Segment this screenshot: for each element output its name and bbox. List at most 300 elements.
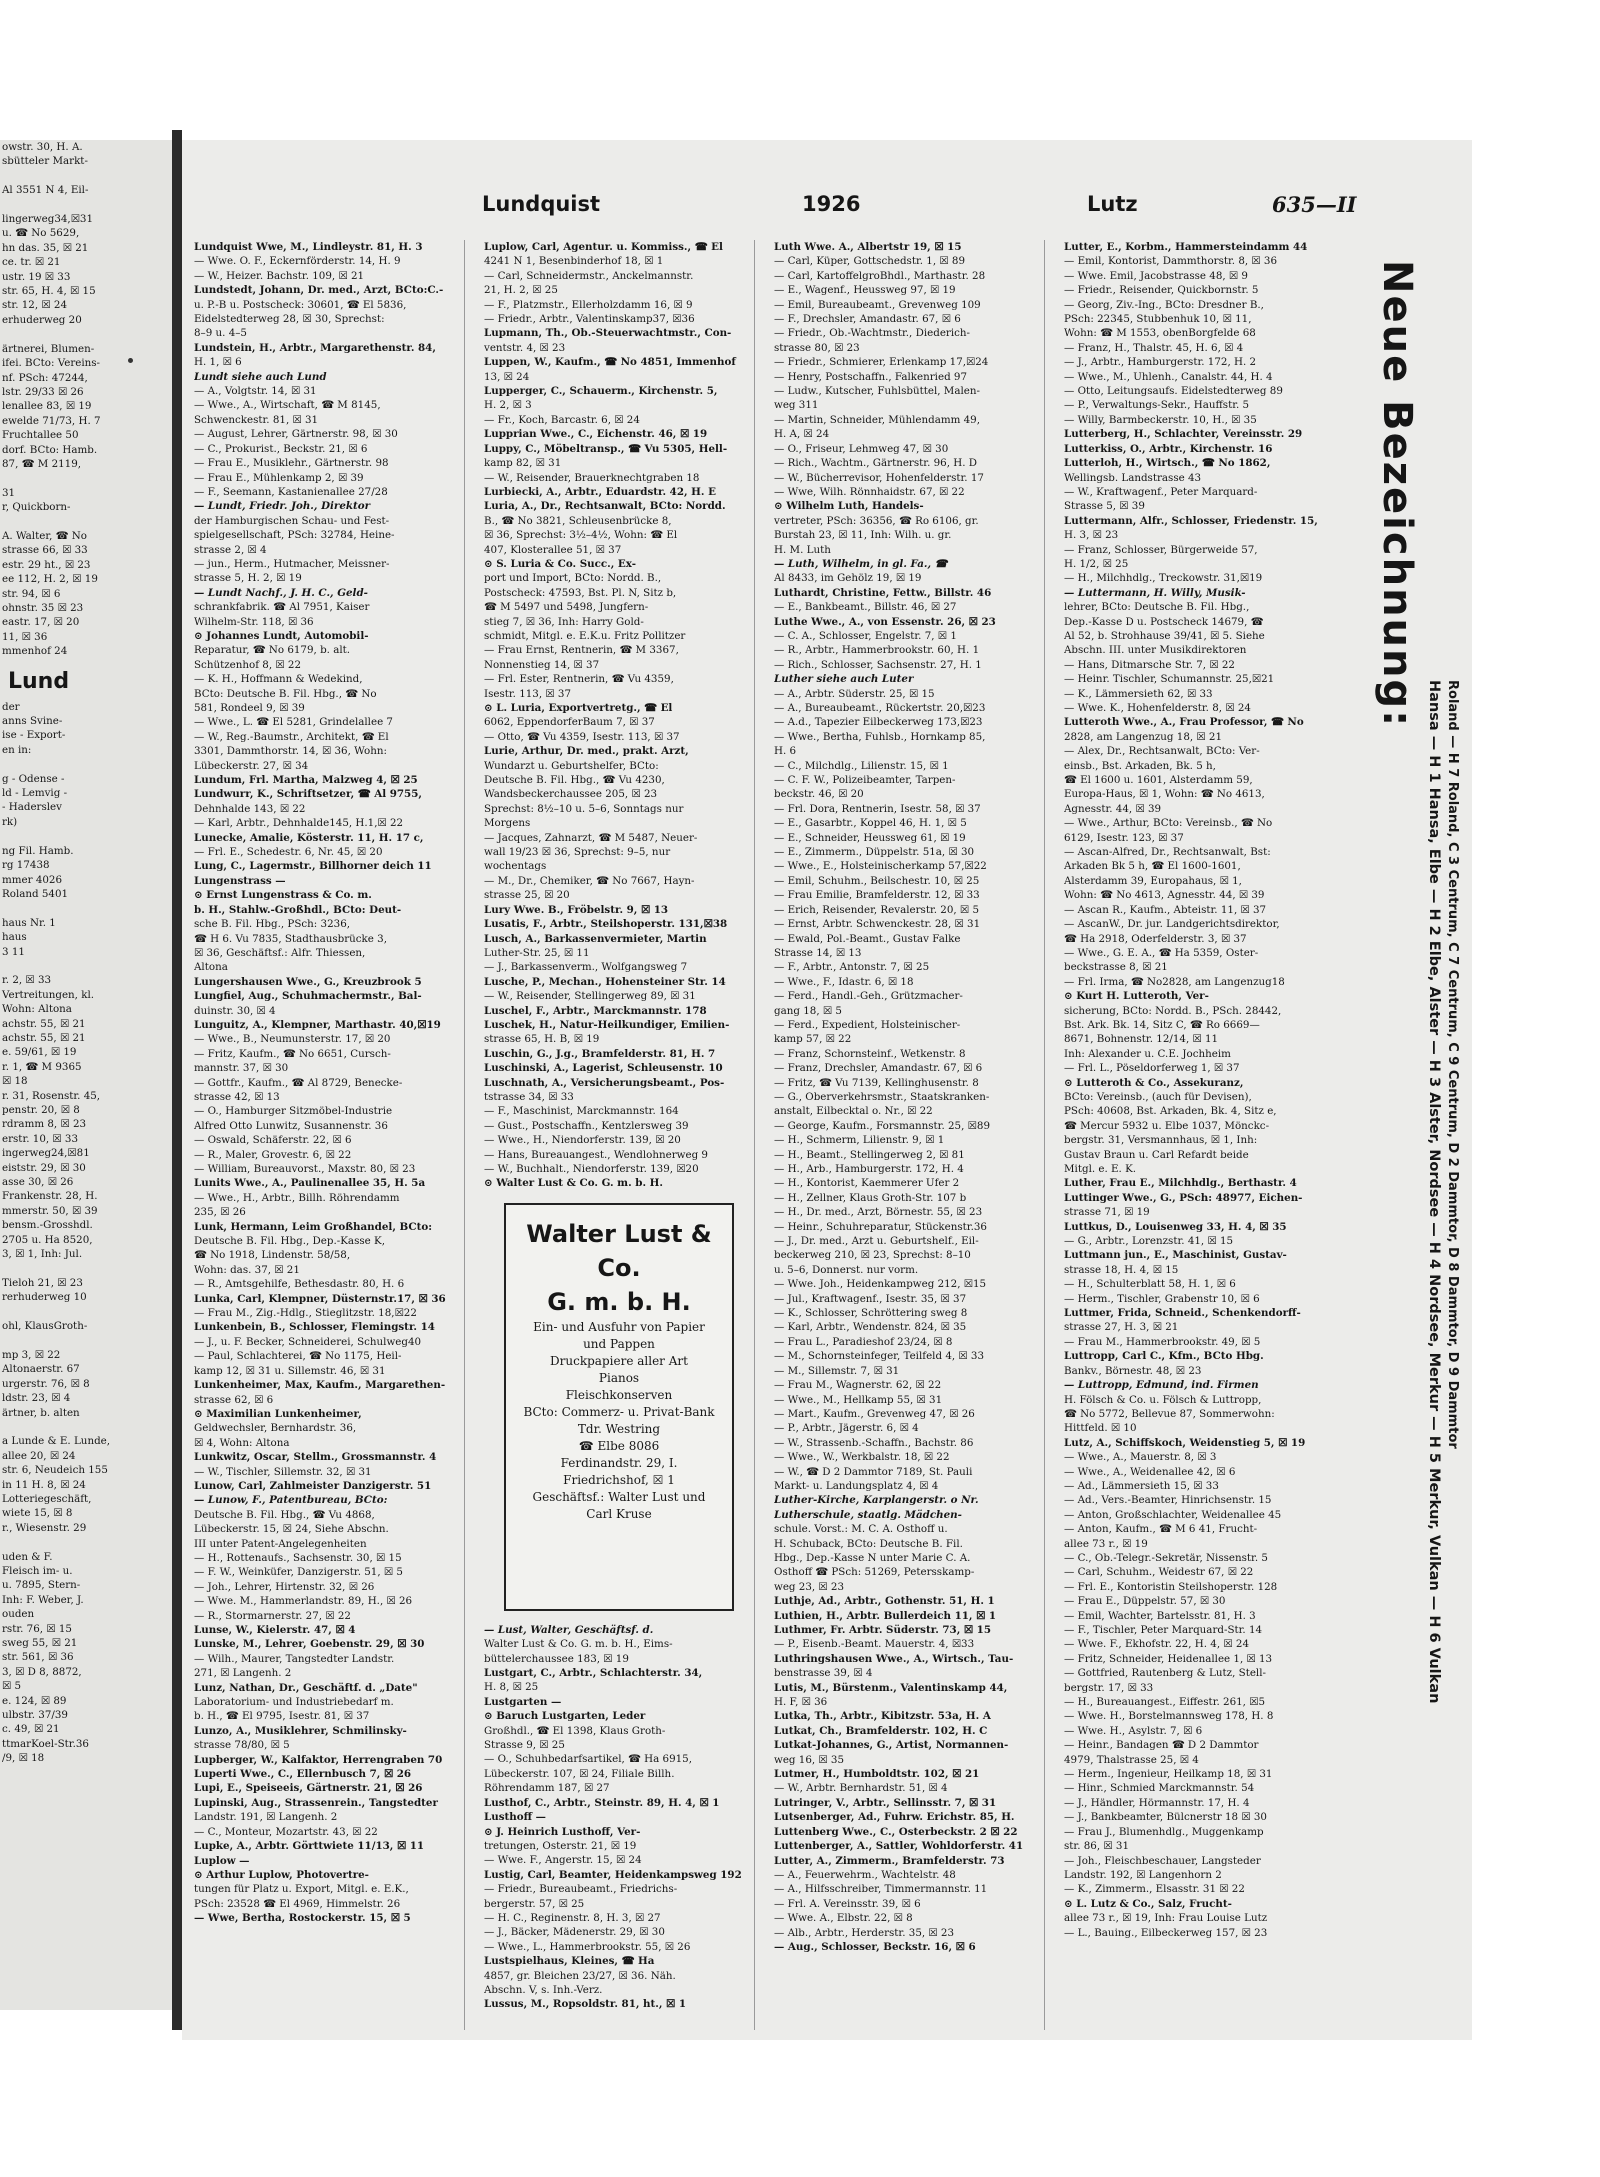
directory-entry: Lungenstrass — — [194, 874, 286, 887]
directory-entry: — AscanW., Dr. jur. Landgerichtsdirektor, — [1064, 918, 1280, 931]
directory-entry: Al 8433, im Gehölz 19, ☒ 19 — [774, 572, 922, 585]
directory-entry: — P., Arbtr., Jägerstr. 6, ☒ 4 — [774, 1422, 919, 1435]
directory-entry: — O., Schuhbedarfsartikel, ☎ Ha 6915, — [484, 1753, 693, 1766]
directory-entry: Landstr. 192, ☒ Langenhorn 2 — [1064, 1868, 1222, 1881]
directory-entry: — Wwe., B., Neumunsterstr. 17, ☒ 20 — [194, 1033, 391, 1046]
directory-entry: b. H., Stahlw.-Großhdl., BCto: Deut- — [194, 903, 402, 916]
directory-entry: — Frl. Dora, Rentnerin, Isestr. 58, ☒ 37 — [774, 802, 981, 815]
directory-entry: — Frau Ernst, Rentnerin, ☎ M 3367, — [484, 644, 679, 657]
directory-entry: — Wwe., A., Wirtschaft, ☎ M 8145, — [194, 399, 381, 412]
directory-entry: Luthmer, Fr. Arbtr. Süderstr. 73, ☒ 15 — [774, 1624, 992, 1636]
directory-entry: — A., Volgtstr. 14, ☒ 31 — [194, 385, 317, 398]
directory-entry: — Jul., Kraftwagenf., Isestr. 35, ☒ 37 — [774, 1292, 967, 1305]
directory-entry: — Fritz, Kaufm., ☎ No 6651, Cursch- — [194, 1047, 391, 1060]
directory-entry: Luther-Str. 25, ☒ 11 — [484, 946, 590, 959]
directory-entry: strasse 71, ☒ 19 — [1064, 1206, 1150, 1219]
directory-entry: — Wwe. K., Hohenfelderstr. 8, ☒ 24 — [1064, 702, 1251, 714]
directory-entry: Laboratorium- und Industriebedarf m. — [194, 1696, 394, 1709]
directory-entry: — Wwe. H., Borstelmannsweg 178, H. 8 — [1064, 1710, 1274, 1723]
directory-entry: — W., Heizer. Bachstr. 109, ☒ 21 — [194, 269, 365, 282]
directory-entry: Landstr. 191, ☒ Langenh. 2 — [194, 1811, 338, 1824]
directory-entry: H. Fölsch & Co. u. Fölsch & Luttropp, — [1064, 1393, 1262, 1406]
directory-entry: — Alb., Arbtr., Herderstr. 35, ☒ 23 — [774, 1926, 955, 1939]
directory-entry: Luppen, W., Kaufm., ☎ No 4851, Immenhof — [484, 356, 736, 369]
directory-entry: ☎ Ha 2918, Oderfelderstr. 3, ☒ 37 — [1064, 932, 1247, 945]
previous-page-line: ld - Lemvig - — [2, 787, 68, 800]
directory-entry: — E., Wagenf., Heussweg 97, ☒ 19 — [774, 284, 956, 297]
previous-page-line: 3 11 — [2, 945, 25, 958]
directory-entry: Luplow, Carl, Agentur. u. Kommiss., ☎ El — [484, 241, 723, 253]
directory-entry: spielgesellschaft, PSch: 32784, Heine- — [194, 529, 395, 542]
directory-entry: — Herm., Tischler, Grabenstr 10, ☒ 6 — [1064, 1292, 1260, 1305]
previous-page-line: 2705 u. Ha 8520, — [2, 1233, 93, 1246]
previous-page-line: erstr. 10, ☒ 33 — [2, 1132, 79, 1145]
directory-entry: — Oswald, Schäferstr. 22, ☒ 6 — [194, 1134, 352, 1147]
directory-entry: — Wwe., Bertha, Fuhlsb., Hornkamp 85, — [774, 730, 986, 743]
directory-entry: — Emil, Schuhm., Beilschestr. 10, ☒ 25 — [774, 874, 980, 887]
directory-entry: — H., Milchhdlg., Treckowstr. 31,☒19 — [1064, 572, 1263, 585]
directory-entry: — Frl. A. Vereinsstr. 39, ☒ 6 — [774, 1897, 921, 1910]
directory-entry: strasse 42, ☒ 13 — [194, 1090, 280, 1103]
directory-entry: — Wilh., Maurer, Tangstedter Landstr. — [194, 1652, 395, 1665]
directory-entry: — Wwe. Emil, Jacobstrasse 48, ☒ 9 — [1064, 269, 1248, 282]
directory-entry: PSch: 23528 ☎ El 4969, Himmelstr. 26 — [194, 1897, 401, 1910]
directory-entry: — H., Bureauangest., Eiffestr. 261, ☒5 — [1064, 1696, 1266, 1709]
directory-entry: — Lust, Walter, Geschäftsf. d. — [484, 1623, 654, 1636]
previous-page-line: owstr. 30, H. A. — [2, 141, 83, 153]
directory-entry: ⊙ Kurt H. Lutteroth, Ver- — [1064, 990, 1209, 1003]
directory-entry: allee 73 r., ☒ 19 — [1064, 1537, 1148, 1550]
previous-page-line: e. 59/61, ☒ 19 — [2, 1046, 77, 1059]
previous-page-line: rg 17438 — [2, 859, 50, 872]
directory-entry: weg 16, ☒ 35 — [774, 1753, 845, 1766]
previous-page-line — [0, 327, 172, 341]
directory-entry: — P., Verwaltungs-Sekr., Hauffstr. 5 — [1064, 399, 1250, 412]
previous-page-line: Fruchtallee 50 — [2, 429, 79, 442]
directory-entry: — Fritz, ☎ Vu 7139, Kellinghusenstr. 8 — [774, 1076, 979, 1089]
directory-entry: ☎ M 5497 und 5498, Jungfern- — [484, 601, 649, 614]
directory-entry: — Emil, Bureaubeamt., Grevenweg 109 — [774, 298, 981, 311]
directory-entry: — J., Dr. med., Arzt u. Geburtshelf., Eil- — [774, 1235, 979, 1248]
directory-entry: — Frau E., Musiklehr., Gärtnerstr. 98 — [194, 457, 389, 470]
directory-entry: Lustspielhaus, Kleines, ☎ Ha — [484, 1955, 655, 1968]
directory-entry: — Friedr., Arbtr., Valentinskamp37, ☒36 — [484, 313, 695, 326]
directory-entry: Lusatis, F., Arbtr., Steilshoperstr. 131,☒38 — [484, 918, 728, 931]
directory-entry: — Ascan R., Kaufm., Abteistr. 11, ☒ 37 — [1064, 903, 1267, 916]
directory-entry: Mitgl. e. E. K. — [1064, 1163, 1137, 1175]
previous-page-line: str. 561, ☒ 36 — [2, 1651, 74, 1664]
previous-page-line — [0, 471, 172, 485]
directory-entry: H. 3, ☒ 23 — [1064, 529, 1119, 542]
directory-entry: Luthien, H., Arbtr. Bullerdeich 11, ☒ 1 — [774, 1609, 997, 1622]
directory-entry: — M., Dr., Chemiker, ☎ No 7667, Hayn- — [484, 874, 695, 887]
previous-page-line: Frankenstr. 28, H. — [2, 1190, 98, 1203]
directory-entry: Lustig, Carl, Beamter, Heidenkampsweg 192 — [484, 1868, 742, 1881]
header-first-entry: Lundquist — [482, 192, 601, 216]
directory-entry: Luschel, F., Arbtr., Marckmannstr. 178 — [484, 1004, 707, 1017]
directory-entry: — Gottfr., Kaufm., ☎ Al 8729, Benecke- — [194, 1076, 403, 1089]
directory-entry: ☒ 4, Wohn: Altona — [194, 1436, 290, 1449]
previous-page-line — [0, 1535, 172, 1549]
directory-entry: — A., Bureaubeamt., Rückertstr. 20,☒23 — [774, 702, 986, 714]
directory-entry: — Georg, Ziv.-Ing., BCto: Dresdner B., — [1064, 298, 1264, 311]
directory-entry: Lundquist Wwe, M., Lindleystr. 81, H. 3 — [194, 241, 423, 253]
directory-entry: H. 8, ☒ 25 — [484, 1681, 539, 1694]
previous-page-line: ärtner, b. alten — [2, 1406, 80, 1419]
directory-entry: Lupberger, W., Kalfaktor, Herrengraben 70 — [194, 1753, 443, 1766]
directory-entry: — Carl, KartoffelgroBhdl., Marthastr. 28 — [774, 269, 986, 282]
directory-entry: ⊙ Maximilian Lunkenheimer, — [194, 1407, 362, 1420]
directory-entry: Alsterdamm 39, Europahaus, ☒ 1, — [1064, 874, 1242, 887]
directory-entry: — George, Kaufm., Forsmannstr. 25, ☒89 — [774, 1119, 990, 1132]
previous-page-line: g - Odense - — [2, 772, 65, 785]
directory-entry: weg 311 — [774, 399, 819, 412]
directory-entry: Lutterkiss, O., Arbtr., Kirchenstr. 16 — [1064, 442, 1273, 455]
directory-entry: — H., Zellner, Klaus Groth-Str. 107 b — [774, 1191, 967, 1204]
directory-entry: — Anton, Großschlachter, Weidenallee 45 — [1064, 1508, 1282, 1521]
directory-entry: — L., Bauing., Eilbeckerweg 157, ☒ 23 — [1064, 1926, 1268, 1939]
directory-entry: vertreter, PSch: 36356, ☎ Ro 6106, gr. — [774, 514, 979, 527]
directory-entry: — F., Platzmstr., Ellerholzdamm 16, ☒ 9 — [484, 298, 693, 311]
directory-entry: Lunkenheimer, Max, Kaufm., Margarethen- — [194, 1379, 446, 1392]
directory-entry: — G., Arbtr., Lorenzstr. 41, ☒ 15 — [1064, 1235, 1234, 1248]
directory-entry: — Wwe. A., Elbstr. 22, ☒ 8 — [774, 1912, 913, 1925]
directory-entry: Lustgarten — — [484, 1695, 562, 1708]
directory-entry: weg 23, ☒ 23 — [774, 1580, 845, 1593]
directory-entry: — W., Bücherrevisor, Hohenfelderstr. 17 — [774, 471, 984, 484]
directory-entry: — A., Arbtr. Süderstr. 25, ☒ 15 — [774, 687, 935, 700]
directory-entry: strasse 78/80, ☒ 5 — [194, 1739, 290, 1752]
directory-entry: — Frau M., Zig.-Hdlg., Stieglitzstr. 18,☒22 — [194, 1307, 417, 1320]
directory-entry: Hittfeld. ☒ 10 — [1064, 1422, 1137, 1435]
directory-entry: — Frau M., Wagnerstr. 62, ☒ 22 — [774, 1379, 942, 1392]
previous-page-line: haus Nr. 1 — [2, 916, 56, 929]
directory-entry: u. 5–6, Donnerst. nur vorm. — [774, 1263, 919, 1276]
previous-page-line: u. 7895, Stern- — [2, 1579, 81, 1592]
directory-entry: — Friedr., Schmierer, Erlenkamp 17,☒24 — [774, 356, 989, 369]
directory-entry: ventstr. 4, ☒ 23 — [484, 341, 566, 354]
directory-entry: — M., Sillemstr. 7, ☒ 31 — [774, 1364, 900, 1377]
header-page-number: 635—II — [1272, 192, 1357, 217]
previous-page-line: rk) — [2, 815, 18, 828]
directory-entry: 6129, Isestr. 123, ☒ 37 — [1064, 831, 1184, 844]
directory-entry: ⊙ Johannes Lundt, Automobil- — [194, 629, 369, 642]
directory-entry: 271, ☒ Langenh. 2 — [194, 1667, 292, 1680]
directory-entry: BCto: Deutsche B. Fil. Hbg., ☎ No — [194, 687, 377, 700]
margin-legend — [1374, 260, 1464, 2010]
previous-page-line: A. Walter, ☎ No — [2, 529, 87, 542]
directory-entry: — C., Monteur, Mozartstr. 43, ☒ 22 — [194, 1825, 378, 1838]
directory-entry: — O., Hamburger Sitzmöbel-Industrie — [194, 1105, 393, 1118]
directory-entry: — Ernst, Arbtr. Schwenckestr. 28, ☒ 31 — [774, 918, 981, 931]
directory-entry: Lundstein, H., Arbtr., Margarethenstr. 84, — [194, 341, 436, 354]
directory-entry: — William, Bureauvorst., Maxstr. 80, ☒ 23 — [194, 1163, 416, 1175]
directory-entry: Lusthoff — — [484, 1811, 546, 1824]
directory-entry: Luttkus, D., Louisenweg 33, H. 4, ☒ 35 — [1064, 1220, 1287, 1233]
previous-page-line: achstr. 55, ☒ 21 — [2, 1031, 86, 1044]
directory-entry: — Lundt Nachf., J. H. C., Geld- — [194, 586, 368, 599]
directory-entry: Lübeckerstr. 107, ☒ 24, Filiale Billh. — [484, 1767, 675, 1780]
directory-entry: — Anton, Kaufm., ☎ M 6 41, Frucht- — [1064, 1523, 1258, 1536]
directory-entry: Strasse 5, ☒ 39 — [1064, 500, 1145, 513]
directory-entry: Lundstedt, Johann, Dr. med., Arzt, BCto:C.- — [194, 284, 444, 297]
directory-entry: — Frau E., Düppelstr. 57, ☒ 30 — [1064, 1595, 1226, 1608]
previous-page-line: ifei. BCto: Vereins- — [2, 357, 101, 370]
directory-entry: kamp 57, ☒ 22 — [774, 1033, 852, 1046]
directory-entry: — W., Tischler, Sillemstr. 32, ☒ 31 — [194, 1465, 372, 1478]
directory-entry: — K., Zimmerm., Elsasstr. 31 ☒ 22 — [1064, 1883, 1245, 1896]
directory-entry: Lungershausen Wwe., G., Kreuzbrook 5 — [194, 975, 422, 988]
ad-company-name: Walter Lust & Co. — [526, 1219, 712, 1282]
directory-columns — [194, 240, 1364, 2030]
previous-page-line: uden & F. — [2, 1550, 53, 1563]
previous-page-line: en in: — [2, 743, 32, 756]
directory-entry: str. 86, ☒ 31 — [1064, 1840, 1130, 1853]
directory-entry: Dehnhalde 143, ☒ 22 — [194, 802, 306, 815]
directory-entry: Lupprian Wwe., C., Eichenstr. 46, ☒ 19 — [484, 428, 708, 441]
directory-entry: Deutsche B. Fil. Hbg., ☎ Vu 4868, — [194, 1508, 375, 1521]
directory-entry: strasse 62, ☒ 6 — [194, 1393, 274, 1406]
directory-entry: Nonnenstieg 14, ☒ 37 — [484, 658, 600, 671]
previous-page-line — [0, 198, 172, 212]
previous-page-line: asse 30, ☒ 26 — [2, 1176, 74, 1189]
directory-entry: — Wwe. M., Hammerlandstr. 89, H., ☒ 26 — [194, 1595, 413, 1608]
directory-entry: ⊙ J. Heinrich Lusthoff, Ver- — [484, 1825, 641, 1838]
directory-entry: — Erich, Reisender, Revalerstr. 20, ☒ 5 — [774, 903, 979, 916]
directory-entry: Deutsche B. Fil. Hbg., Dep.-Kasse K, — [194, 1235, 385, 1248]
directory-entry: Geldwechsler, Bernhardstr. 36, — [194, 1422, 357, 1435]
directory-entry: Lutter, A., Zimmerm., Bramfelderstr. 73 — [774, 1854, 1005, 1867]
directory-entry: — Ferd., Handl.-Geh., Grützmacher- — [774, 990, 963, 1003]
directory-entry: — Jacques, Zahnarzt, ☎ M 5487, Neuer- — [484, 831, 698, 844]
directory-entry: Hbg., Dep.-Kasse N unter Marie C. A. — [774, 1551, 971, 1564]
directory-entry: — Wwe. H., Asylstr. 7, ☒ 6 — [1064, 1724, 1203, 1737]
directory-entry: — Paul, Schlachterei, ☎ No 1175, Heil- — [194, 1350, 402, 1363]
directory-entry: ⊙ Arthur Luplow, Photovertre- — [194, 1868, 369, 1881]
previous-page-line: ingerweg24,☒81 — [2, 1147, 90, 1160]
directory-entry: — Joh., Lehrer, Hirtenstr. 32, ☒ 26 — [194, 1580, 375, 1593]
directory-entry: bergstr. 31, Versmannhaus, ☒ 1, Inh: — [1064, 1134, 1258, 1147]
directory-entry: III unter Patent-Angelegenheiten — [194, 1537, 367, 1550]
directory-entry: — C. F. W., Polizeibeamter, Tarpen- — [774, 774, 956, 787]
directory-entry: Deutsche B. Fil. Hbg., ☎ Vu 4230, — [484, 774, 665, 787]
directory-entry: — Ad., Vers.-Beamter, Hinrichsenstr. 15 — [1064, 1494, 1272, 1507]
directory-entry: H. A, ☒ 24 — [774, 428, 830, 441]
directory-entry: — R., Arbtr., Hammerbrookstr. 60, H. 1 — [774, 644, 980, 657]
previous-page-line: eastr. 17, ☒ 20 — [2, 616, 80, 629]
directory-entry: ☒ 36, Geschäftsf.: Alfr. Thiessen, — [194, 946, 366, 959]
previous-page-text-mid — [0, 700, 172, 1766]
directory-entry: — J., u. F. Becker, Schneiderei, Schulweg40 — [194, 1335, 422, 1348]
directory-entry: — Hans, Bureauangest., Wendlohnerweg 9 — [484, 1148, 708, 1161]
directory-entry: — Wwe., H., Arbtr., Billh. Röhrendamm — [194, 1191, 400, 1204]
directory-entry: Lundum, Frl. Martha, Malzweg 4, ☒ 25 — [194, 774, 418, 787]
directory-entry: Luttinger Wwe., G., PSch: 48977, Eichen- — [1064, 1191, 1303, 1204]
previous-page-line: 31 — [2, 486, 16, 499]
directory-entry: mannstr. 37, ☒ 30 — [194, 1062, 289, 1075]
previous-page-line — [0, 1334, 172, 1348]
directory-entry: — J., Arbtr., Hamburgerstr. 172, H. 2 — [1064, 356, 1257, 369]
directory-entry: — K., Lämmersieth 62, ☒ 33 — [1064, 687, 1213, 700]
directory-entry: der Hamburgischen Schau- und Fest- — [194, 514, 390, 527]
directory-entry: Lupperger, C., Schauerm., Kirchenstr. 5, — [484, 385, 718, 398]
directory-entry: — A., Hilfsschreiber, Timmermannstr. 11 — [774, 1883, 988, 1896]
previous-page-line: lstr. 29/33 ☒ 26 — [2, 385, 84, 398]
directory-entry: ⊙ S. Luria & Co. Succ., Ex- — [484, 557, 636, 570]
directory-entry: — F., Drechsler, Amandastr. 67, ☒ 6 — [774, 313, 961, 326]
previous-page-line: dorf. BCto: Hamb. — [2, 443, 98, 456]
directory-entry: Lungfiel, Aug., Schuhmachermstr., Bal- — [194, 990, 422, 1003]
directory-entry: Lundwurr, K., Schriftsetzer, ☎ Al 9755, — [194, 788, 422, 801]
previous-page-line: der — [2, 700, 20, 713]
directory-entry: strasse 65, H. B, ☒ 19 — [484, 1033, 600, 1046]
header-last-entry: Lutz — [1087, 192, 1138, 216]
directory-entry: — M., Schornsteinfeger, Teilfeld 4, ☒ 33 — [774, 1350, 985, 1363]
directory-entry: Lutringer, V., Arbtr., Sellinsstr. 7, ☒ 31 — [774, 1796, 997, 1809]
directory-entry: gang 18, ☒ 5 — [774, 1004, 842, 1017]
directory-entry: Luria, A., Dr., Rechtsanwalt, BCto: Nordd. — [484, 500, 726, 513]
previous-page-line: r., Wiesenstr. 29 — [2, 1521, 87, 1534]
directory-entry: — H., Kontorist, Kaemmerer Ufer 2 — [774, 1177, 960, 1190]
previous-page-line: erhuderweg 20 — [2, 313, 82, 326]
previous-page-line: ng Fil. Hamb. — [2, 844, 74, 857]
directory-entry: — R., Amtsgehilfe, Bethesdastr. 80, H. 6 — [194, 1278, 405, 1291]
directory-entry: — F., Maschinist, Marckmannstr. 164 — [484, 1105, 679, 1118]
directory-entry: wall 19/23 ☒ 36, Sprechst: 9–5, nur — [484, 846, 671, 859]
directory-entry: — Wwe., E., Holsteinischerkamp 57,☒22 — [774, 860, 987, 873]
directory-entry: — Fr., Koch, Barcastr. 6, ☒ 24 — [484, 413, 640, 426]
previous-page-line: ce. tr. ☒ 21 — [2, 256, 61, 269]
directory-entry: strasse 2, ☒ 4 — [194, 543, 267, 556]
previous-page-line: Wohn: Altona — [2, 1003, 72, 1016]
directory-entry: — Wwe. F., Angerstr. 15, ☒ 24 — [484, 1854, 642, 1867]
directory-entry: ☎ No 1918, Lindenstr. 58/58, — [194, 1249, 351, 1262]
directory-entry: Isestr. 113, ☒ 37 — [484, 687, 572, 700]
ad-text-line: Carl Kruse — [586, 1506, 652, 1521]
directory-entry: Lunske, M., Lehrer, Goebenstr. 29, ☒ 30 — [194, 1638, 425, 1651]
directory-entry: allee 73 r., ☒ 19, Inh: Frau Louise Lutz — [1064, 1912, 1268, 1925]
directory-entry: Luschinski, A., Lagerist, Schleusenstr. 10 — [484, 1062, 723, 1075]
directory-entry: 581, Rondeel 9, ☒ 39 — [194, 702, 305, 714]
directory-entry: u. P.-B u. Postscheck: 30601, ☎ El 5836, — [194, 298, 407, 311]
directory-entry: kamp 82, ☒ 31 — [484, 457, 562, 470]
previous-page-line: c. 49, ☒ 21 — [2, 1723, 60, 1736]
previous-page-line: lingerweg34,☒31 — [2, 213, 94, 226]
directory-entry: Wandsbeckerchaussee 205, ☒ 23 — [484, 788, 658, 801]
directory-entry: Luttmer, Frida, Schneid., Schenkendorff- — [1064, 1307, 1301, 1320]
previous-page-line: ulbstr. 37/39 — [2, 1709, 68, 1722]
directory-entry: — Frl. L., Pöseldorferweg 1, ☒ 37 — [1064, 1062, 1240, 1075]
directory-entry: Inh: Alexander u. C.E. Jochheim — [1064, 1047, 1231, 1060]
previous-page-line: Roland 5401 — [2, 887, 69, 900]
directory-entry: Luttropp, Carl C., Kfm., BCto Hbg. — [1064, 1350, 1264, 1363]
directory-entry: duinstr. 30, ☒ 4 — [194, 1004, 276, 1017]
directory-entry: Luthringshausen Wwe., A., Wirtsch., Tau- — [774, 1652, 1014, 1665]
directory-entry: 6062, EppendorferBaum 7, ☒ 37 — [484, 716, 655, 729]
directory-entry: Postscheck: 47593, Bst. Pl. N, Sitz b, — [484, 586, 677, 599]
previous-page-line: mmer 4026 — [2, 873, 63, 886]
directory-entry: — E., Bankbeamt., Billstr. 46, ☒ 27 — [774, 601, 957, 614]
directory-entry: — Wwe., G. E. A., ☎ Ha 5359, Oster- — [1064, 946, 1259, 959]
directory-entry: Wohn: ☎ No 4613, Agnesstr. 44, ☒ 39 — [1064, 889, 1265, 902]
previous-page-line: Al 3551 N 4, Eil- — [2, 184, 89, 197]
directory-entry: Lutteroth Wwe., A., Frau Professor, ☎ No — [1064, 716, 1304, 729]
page-header — [182, 192, 1472, 222]
directory-entry: ☎ El 1600 u. 1601, Alsterdamm 59, — [1064, 774, 1253, 787]
directory-entry: Bankv., Börnestr. 48, ☒ 23 — [1064, 1364, 1202, 1377]
previous-page-text-top — [0, 140, 172, 659]
directory-entry: Schwenckestr. 81, ☒ 31 — [194, 413, 319, 426]
directory-entry: — H., Dr. med., Arzt, Börnestr. 55, ☒ 23 — [774, 1206, 983, 1219]
directory-entry: Lunk, Hermann, Leim Großhandel, BCto: — [194, 1220, 433, 1233]
directory-entry: strasse 25, ☒ 20 — [484, 889, 570, 902]
directory-entry: — Lunow, F., Patentbureau, BCto: — [194, 1494, 388, 1507]
directory-entry: Wohn: ☎ M 1553, obenBorgfelde 68 — [1064, 327, 1256, 340]
directory-entry: Lupmann, Th., Ob.-Steuerwachtmstr., Con- — [484, 327, 732, 340]
directory-entry: benstrasse 39, ☒ 4 — [774, 1667, 873, 1680]
directory-entry: PSch: 22345, Stubbenhuk 10, ☒ 11, — [1064, 313, 1252, 326]
directory-entry: strasse 80, ☒ 23 — [774, 341, 860, 354]
previous-page-line: rerhuderweg 10 — [2, 1291, 87, 1304]
previous-page-line: nf. PSch: 47244, — [2, 371, 88, 384]
directory-entry: Lunkwitz, Oscar, Stellm., Grossmannstr. 4 — [194, 1451, 437, 1464]
previous-page-line: bensm.-Grosshdl. — [2, 1219, 93, 1232]
previous-page-line: 3, ☒ D 8, 8872, — [2, 1665, 82, 1678]
directory-entry: H. 1, ☒ 6 — [194, 356, 242, 369]
directory-page — [182, 140, 1472, 2040]
directory-entry: Luschnath, A., Versicherungsbeamt., Pos- — [484, 1076, 725, 1089]
directory-entry: — H., Rottenaufs., Sachsenstr. 30, ☒ 15 — [194, 1551, 402, 1564]
directory-entry: — E., Gasarbtr., Koppel 46, H. 1, ☒ 5 — [774, 817, 967, 830]
directory-entry: — Wwe., L. ☎ El 5281, Grindelallee 7 — [194, 716, 393, 729]
previous-page-line: ldstr. 23, ☒ 4 — [2, 1392, 71, 1405]
directory-entry: ⊙ L. Lutz & Co., Salz, Frucht- — [1064, 1897, 1232, 1910]
directory-entry: — Wwe., A., Mauerstr. 8, ☒ 3 — [1064, 1451, 1217, 1464]
directory-entry: Großhdl., ☎ El 1398, Klaus Groth- — [484, 1724, 666, 1737]
directory-entry: anstalt, Eilbecktal o. Nr., ☒ 22 — [774, 1105, 933, 1118]
directory-entry: — H., Schulterblatt 58, H. 1, ☒ 6 — [1064, 1278, 1236, 1291]
directory-entry: ☒ 36, Sprechst: 3½–4½, Wohn: ☎ El — [484, 529, 678, 542]
directory-entry: — C., Prokurist., Beckstr. 21, ☒ 6 — [194, 442, 368, 455]
previous-page-line: Fleisch im- u. — [2, 1565, 73, 1577]
directory-entry: H. Schuback, BCto: Deutsche B. Fil. — [774, 1537, 963, 1550]
directory-entry: Wellingsb. Landstrasse 43 — [1064, 471, 1202, 484]
directory-entry: tretungen, Osterstr. 21, ☒ 19 — [484, 1839, 637, 1852]
directory-entry: sche B. Fil. Hbg., PSch: 3236, — [194, 918, 351, 931]
previous-page-line: Inh: F. Weber, J. — [2, 1593, 84, 1606]
directory-entry: — J., Bäcker, Mädenerstr. 29, ☒ 30 — [484, 1926, 665, 1939]
directory-entry: — E., Zimmerm., Düppelstr. 51a, ☒ 30 — [774, 846, 975, 859]
ad-text-line: Druckpapiere aller Art — [550, 1353, 688, 1368]
directory-entry: Luther-Kirche, Karplangerstr. o Nr. — [774, 1494, 979, 1507]
directory-entry: Luplow — — [194, 1854, 250, 1867]
directory-entry: Luttmann jun., E., Maschinist, Gustav- — [1064, 1249, 1287, 1262]
previous-page-line: ärtnerei, Blumen- — [2, 342, 95, 355]
directory-entry: — Carl, Schneidermstr., Anckelmannstr. — [484, 269, 694, 282]
directory-entry: 8–9 u. 4–5 — [194, 327, 247, 340]
previous-page-line: eiststr. 29, ☒ 30 — [2, 1161, 86, 1174]
directory-entry: ☎ Mercur 5932 u. Elbe 1037, Mönckc- — [1064, 1119, 1270, 1132]
directory-entry: — J., Händler, Hörmannstr. 17, H. 4 — [1064, 1796, 1250, 1809]
previous-page-line: 87, ☎ M 2119, — [2, 457, 82, 470]
directory-entry: 235, ☒ 26 — [194, 1206, 246, 1219]
directory-entry: — Joh., Fleischbeschauer, Langsteder — [1064, 1854, 1261, 1867]
previous-page-line: ttmarKoel-Str.36 — [2, 1737, 89, 1750]
directory-entry: Arkaden Bk 5 h, ☎ El 1600-1601, — [1064, 860, 1241, 873]
legend-line-1: Hansa — H 1 Hansa, Elbe — H 2 Elbe, Alster — H 3 Alster, Nordsee — H 4 Nordsee, Merkur — H 5 Merkur, Vulkan — H 6 Vulkan — [1426, 680, 1442, 1704]
directory-entry: — A.d., Tapezier Eilbeckerweg 173,☒23 — [774, 716, 983, 729]
previous-page-line: Vertreitungen, kl. — [2, 988, 95, 1001]
